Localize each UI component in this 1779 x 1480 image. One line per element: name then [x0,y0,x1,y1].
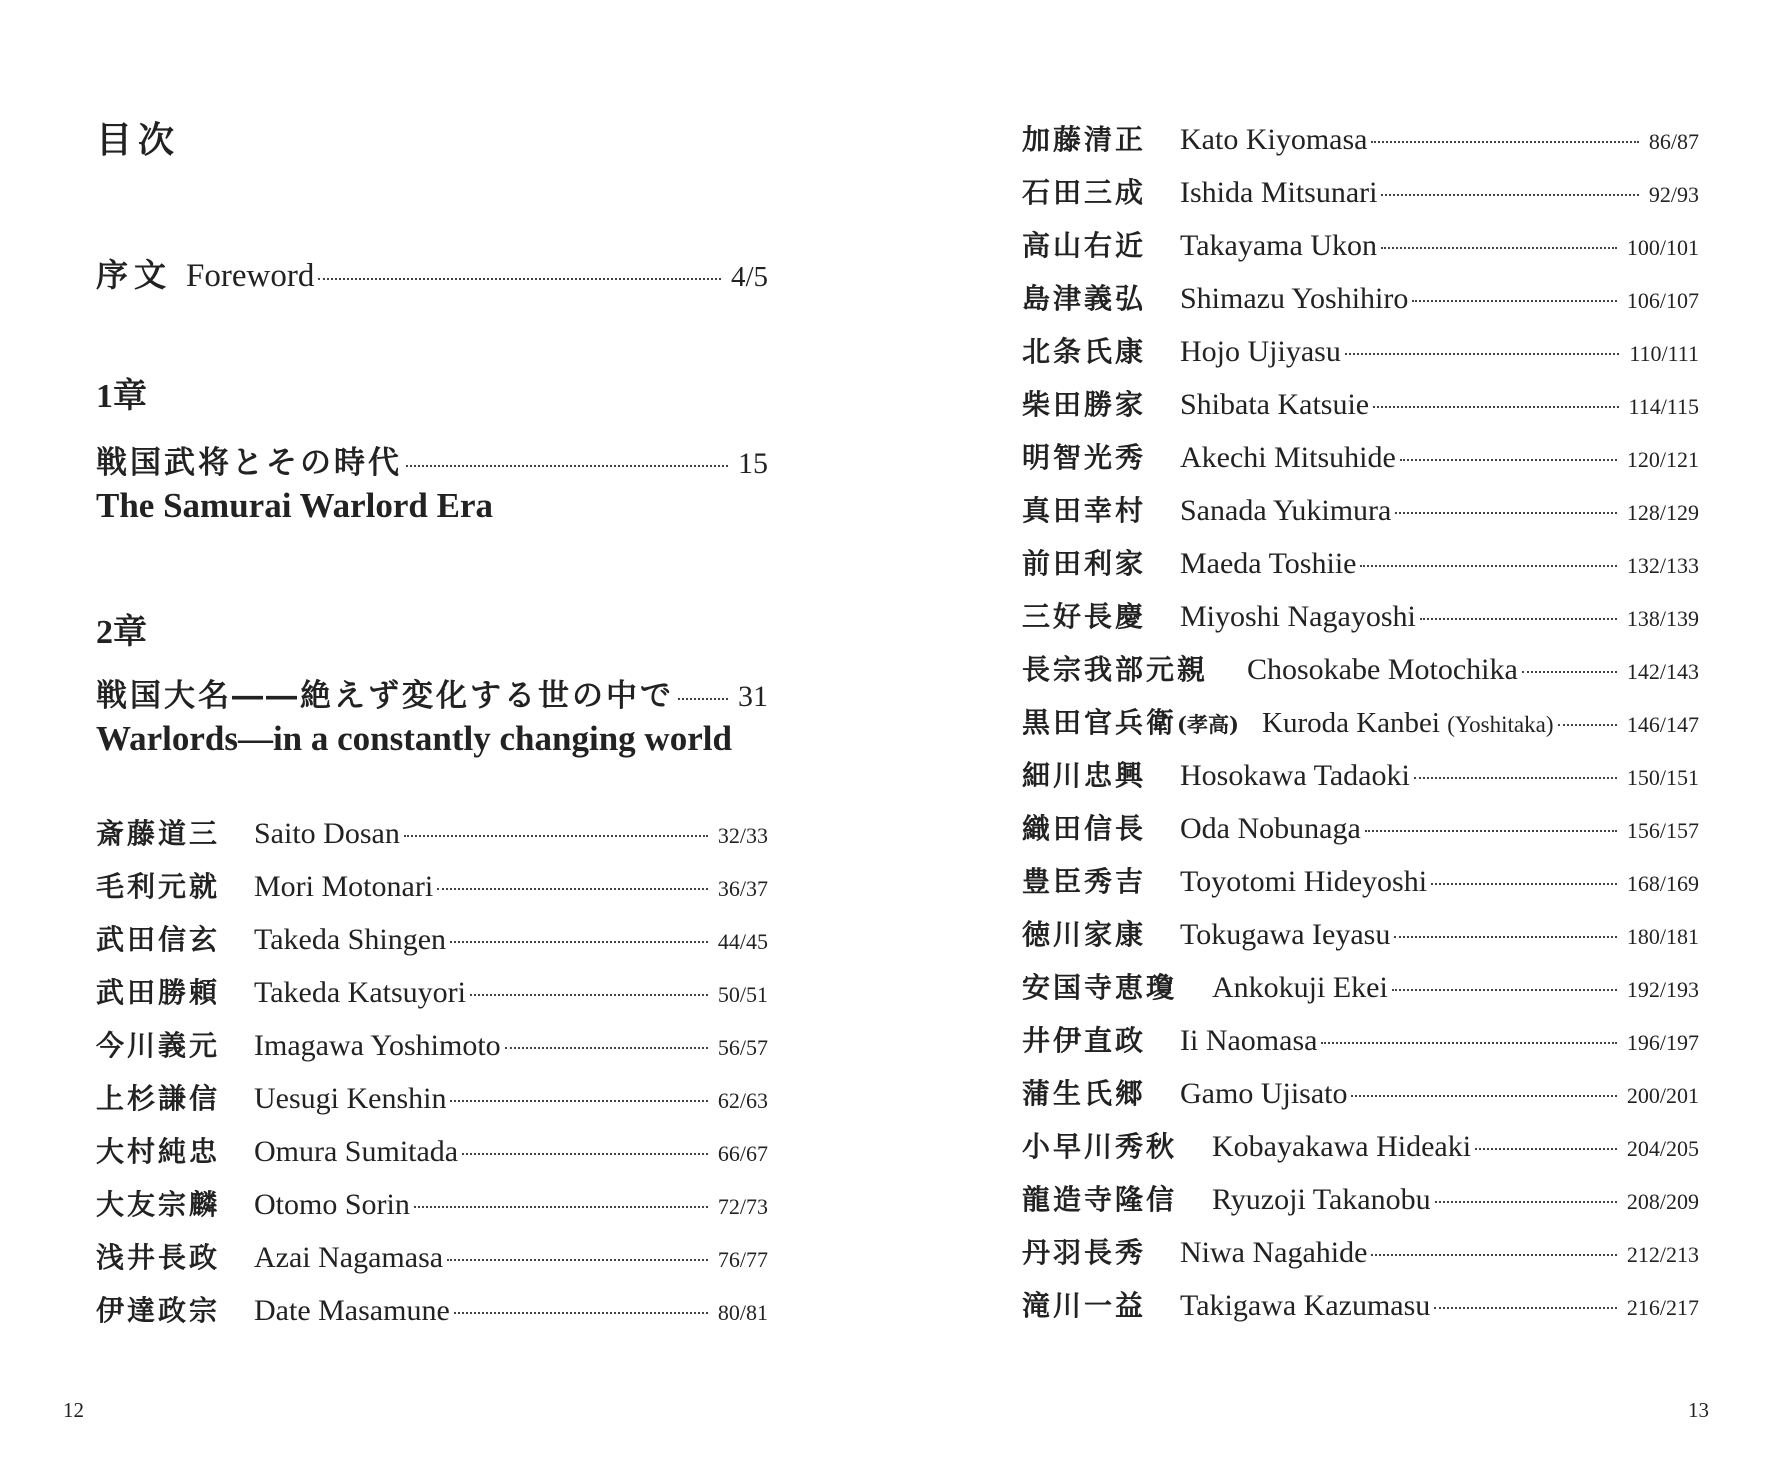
warlord-name-en: Imagawa Yoshimoto [254,1029,501,1062]
warlord-name-jp: 島津義弘 [1022,282,1147,315]
page-number: 15 [738,447,768,480]
toc-entry[interactable] [1022,118,1699,158]
toc-entry[interactable] [1022,701,1699,741]
chapter-1-kanji: 章 [113,376,147,416]
page-number: 142/143 [1626,659,1699,684]
warlord-name-jp: 真田幸村 [1022,494,1147,527]
dot-leader [318,278,721,280]
dot-leader [404,835,708,837]
toc-entry[interactable] [1022,1019,1699,1059]
page-folio-left: 12 [63,1398,84,1422]
warlord-name-jp: 井伊直政 [1022,1024,1147,1057]
warlord-name-jp: 伊達政宗 [96,1294,221,1327]
toc-entry[interactable] [1022,542,1699,582]
chapter-1-title-en: The Samurai Warlord Era [96,486,494,525]
toc-entry[interactable] [96,1077,768,1117]
toc-entry[interactable] [1022,171,1699,211]
warlord-name-en: Ankokuji Ekei [1212,971,1388,1004]
dot-leader [678,698,728,700]
page-number: 138/139 [1626,606,1699,631]
dot-leader [1345,353,1620,355]
warlord-name-en: Kobayakawa Hideaki [1212,1130,1472,1163]
toc-entry[interactable] [1022,648,1699,688]
warlord-alt-name-en: (Yoshitaka) [1447,712,1554,737]
dot-leader [450,1100,707,1102]
toc-entry-chapter-1[interactable] [96,437,768,482]
page-number: 62/63 [717,1088,768,1113]
warlord-name-jp: 丹羽長秀 [1022,1236,1147,1269]
toc-entry[interactable] [1022,1072,1699,1112]
dot-leader [1414,777,1617,779]
chapter-2-kanji: 章 [113,612,147,652]
warlord-name-jp: 北条氏康 [1022,335,1147,368]
page-number: 192/193 [1626,977,1699,1002]
foreword-title-jp: 序文 [96,256,173,294]
dot-leader [414,1206,708,1208]
toc-entry[interactable] [96,1289,768,1329]
chapter-2-number: 2 [96,614,113,651]
warlord-name-jp: 長宗我部元親 [1022,653,1209,686]
toc-entry[interactable] [1022,383,1699,423]
dot-leader [1381,247,1617,249]
page-number: 132/133 [1626,553,1699,578]
page-number: 56/57 [717,1035,768,1060]
warlord-name-jp: 武田信玄 [96,923,221,956]
warlord-name-en: Hojo Ujiyasu [1180,335,1341,368]
warlord-name-en: Kato Kiyomasa [1180,123,1368,156]
toc-entry[interactable] [96,812,768,852]
dot-leader [1365,830,1617,832]
warlord-name-jp: 織田信長 [1022,812,1147,845]
toc-entry[interactable] [96,1236,768,1276]
page-number: 50/51 [717,982,768,1007]
dot-leader [1373,406,1618,408]
warlord-name-jp: 斎藤道三 [96,817,221,850]
dot-leader [1394,936,1617,938]
warlord-name-en: Gamo Ujisato [1180,1077,1348,1110]
warlord-name-en: Takayama Ukon [1180,229,1377,262]
toc-entry[interactable] [1022,754,1699,794]
page-number: 76/77 [717,1247,768,1272]
warlord-name-jp: 豊臣秀吉 [1022,865,1147,898]
toc-entry[interactable] [1022,1231,1699,1271]
warlord-name-jp: 武田勝頼 [96,976,221,1009]
warlord-name-jp: 加藤清正 [1022,123,1147,156]
warlord-name-en: Chosokabe Motochika [1247,653,1518,686]
page-number: 150/151 [1626,765,1699,790]
dot-leader [462,1153,708,1155]
warlord-name-jp: 滝川一益 [1022,1289,1147,1322]
page-number: 200/201 [1626,1083,1699,1108]
warlord-name-en: Saito Dosan [254,817,400,850]
warlord-name-en: Sanada Yukimura [1180,494,1392,527]
foreword-title-en: Foreword [186,258,315,294]
dot-leader [1360,565,1616,567]
page-number: 100/101 [1626,235,1699,260]
warlord-name-jp: 毛利元就 [96,870,221,903]
page-number: 212/213 [1626,1242,1699,1267]
warlord-name-en: Toyotomi Hideyoshi [1180,865,1428,898]
toc-entry[interactable] [1022,330,1699,370]
warlord-name-en: Ii Naomasa [1180,1024,1318,1057]
warlord-name-jp: 明智光秀 [1022,441,1147,474]
warlord-name-en: Date Masamune [254,1294,450,1327]
toc-entry[interactable] [96,971,768,1011]
warlord-name-jp: 小早川秀秋 [1022,1130,1178,1163]
page-number: 216/217 [1626,1295,1699,1320]
toc-entry[interactable] [1022,436,1699,476]
warlord-name-jp: 龍造寺隆信 [1022,1183,1178,1216]
chapter-2-label [96,604,147,653]
warlord-alt-name-jp: (孝高) [1177,712,1239,737]
warlord-name-jp-main: 黒田官兵衛 [1022,706,1178,739]
dot-leader [1420,618,1617,620]
warlord-name-en: Tokugawa Ieyasu [1180,918,1391,951]
toc-entry[interactable] [96,1130,768,1170]
dot-leader [1435,1201,1617,1203]
page-number: 32/33 [717,823,768,848]
page-folio-right: 13 [1688,1398,1709,1422]
warlord-name-en: Uesugi Kenshin [254,1082,447,1115]
toc-entry[interactable] [1022,913,1699,953]
toc-entry[interactable] [96,1024,768,1064]
page-number: 180/181 [1626,924,1699,949]
warlord-name-jp: 安国寺恵瓊 [1022,971,1178,1004]
toc-entry[interactable] [1022,224,1699,264]
dot-leader [447,1259,708,1261]
toc-entry[interactable] [1022,1178,1699,1218]
left-page [0,0,889,1480]
warlord-name-en: Maeda Toshiie [1180,547,1357,580]
page-number: 196/197 [1626,1030,1699,1055]
dot-leader [505,1047,708,1049]
chapter-1-title-jp: 戦国武将とその時代 [96,445,402,481]
warlord-name-jp: 石田三成 [1022,176,1147,209]
dot-leader [1371,1254,1616,1256]
warlord-name-jp: 徳川家康 [1022,918,1147,951]
dot-leader [1351,1095,1616,1097]
warlord-name-en: Mori Motonari [254,870,434,903]
warlord-name-jp: 細川忠興 [1022,759,1147,792]
page-number: 208/209 [1626,1189,1699,1214]
warlord-name-en: Akechi Mitsuhide [1180,441,1396,474]
warlord-name-en: Takigawa Kazumasu [1180,1289,1431,1322]
dot-leader [1371,141,1638,143]
warlord-name-jp [1022,701,1262,741]
page-number: 204/205 [1626,1136,1699,1161]
page-number: 4/5 [730,261,768,293]
dot-leader [1395,512,1617,514]
warlord-name-jp: 大友宗麟 [96,1188,221,1221]
toc-title: 目次 [96,119,181,161]
warlord-name-jp: 大村純忠 [96,1135,221,1168]
warlord-name-en: Azai Nagamasa [254,1241,444,1274]
page-number: 36/37 [717,876,768,901]
page-number: 106/107 [1626,288,1699,313]
toc-entry-foreword[interactable] [96,250,768,296]
warlord-name-en [1262,707,1554,740]
warlord-name-en: Otomo Sorin [254,1188,410,1221]
page-number: 114/115 [1628,394,1699,419]
dot-leader [450,941,708,943]
warlord-name-en: Shimazu Yoshihiro [1180,282,1409,315]
warlord-name-en: Takeda Shingen [254,923,447,956]
warlord-name-jp: 前田利家 [1022,547,1147,580]
chapter-2-title-jp: 戦国大名――絶えず変化する世の中で [96,678,674,714]
dot-leader [1522,671,1617,673]
toc-entry[interactable] [96,865,768,905]
toc-entry[interactable] [96,1183,768,1223]
page-number: 146/147 [1626,712,1699,737]
toc-entry[interactable] [1022,860,1699,900]
warlord-name-jp: 高山右近 [1022,229,1147,262]
warlord-name-jp: 三好長慶 [1022,600,1147,633]
dot-leader [1321,1042,1616,1044]
page-number: 86/87 [1648,129,1699,154]
warlord-name-en: Takeda Katsuyori [254,976,466,1009]
warlord-name-en: Ishida Mitsunari [1180,176,1378,209]
dot-leader [406,465,728,467]
toc-entry[interactable] [1022,489,1699,529]
toc-entry-chapter-2[interactable] [96,670,768,715]
warlord-name-jp: 浅井長政 [96,1241,221,1274]
page-number: 128/129 [1626,500,1699,525]
page-number: 92/93 [1648,182,1699,207]
dot-leader [1412,300,1617,302]
page-number: 156/157 [1626,818,1699,843]
dot-leader [1381,194,1638,196]
toc-entry[interactable] [1022,1284,1699,1324]
warlord-name-en: Miyoshi Nagayoshi [1180,600,1416,633]
page-number: 110/111 [1629,341,1699,366]
right-page [889,0,1779,1480]
page-number: 66/67 [717,1141,768,1166]
dot-leader [1400,459,1617,461]
toc-entry[interactable] [1022,277,1699,317]
dot-leader [1392,989,1617,991]
chapter-1-label [96,368,147,417]
chapter-1-number: 1 [96,378,113,415]
dot-leader [1558,724,1617,726]
warlord-name-en: Niwa Nagahide [1180,1236,1368,1269]
warlord-name-en: Omura Sumitada [254,1135,459,1168]
dot-leader [470,994,708,996]
toc-entry[interactable] [96,918,768,958]
warlord-name-jp: 蒲生氏郷 [1022,1077,1147,1110]
toc-entry[interactable] [1022,807,1699,847]
page-number: 120/121 [1626,447,1699,472]
warlord-name-en: Ryuzoji Takanobu [1212,1183,1431,1216]
warlord-name-jp: 今川義元 [96,1029,221,1062]
page-number: 44/45 [717,929,768,954]
warlord-name-en: Hosokawa Tadaoki [1180,759,1410,792]
page-number: 72/73 [717,1194,768,1219]
warlord-name-jp: 上杉謙信 [96,1082,221,1115]
toc-entry[interactable] [1022,595,1699,635]
page-number: 80/81 [717,1300,768,1325]
warlord-name-en-main: Kuroda Kanbei [1262,707,1440,739]
dot-leader [454,1312,708,1314]
dot-leader [1431,883,1617,885]
warlord-name-jp: 柴田勝家 [1022,388,1147,421]
page-number: 168/169 [1626,871,1699,896]
dot-leader [437,888,708,890]
page-number: 31 [738,680,768,713]
dot-leader [1434,1307,1617,1309]
warlord-name-en: Oda Nobunaga [1180,812,1361,845]
dot-leader [1475,1148,1617,1150]
toc-entry[interactable] [1022,1125,1699,1165]
warlord-name-en: Shibata Katsuie [1180,388,1370,421]
chapter-2-title-en: Warlords—in a constantly changing world [96,719,732,758]
toc-entry[interactable] [1022,966,1699,1006]
